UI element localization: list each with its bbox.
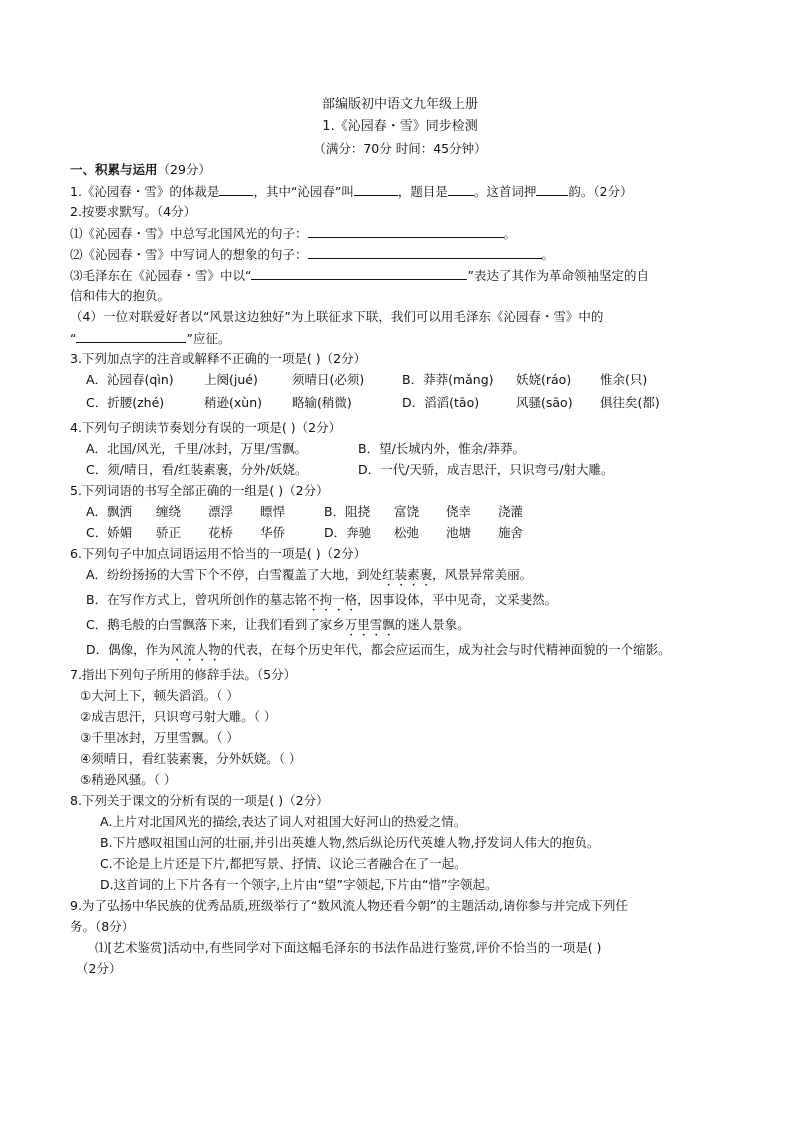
- doc-subtitle: 1.《沁园春・雪》同步检测: [322, 119, 478, 134]
- option-d-2: 风骚(sāo): [516, 395, 573, 410]
- question-7-item-1: ①大河上下，顿失滔滔。（ ）: [80, 688, 239, 703]
- option-a: A．北国/风光，千里/冰封，万里/雪飘。: [86, 441, 308, 456]
- question-3-stem: 3.下列加点字的注音或解释不正确的一项是( )（2分）: [70, 351, 367, 366]
- question-8-option-a: A.上片对北国风光的描绘,表达了词人对祖国大好河山的热爱之情。: [100, 814, 467, 829]
- option-a-1: A．飘洒: [86, 504, 133, 519]
- question-2-item-4: （4）一位对联爱好者以“风景这边独好”为上联征求下联，我们可以用毛泽东《沁园春・雪》中的: [70, 309, 604, 324]
- q2-item2-end: 。: [541, 247, 555, 262]
- option-b: B．望/长城内外，惟余/莽莽。: [358, 441, 525, 456]
- option-c-1: C．娇媚: [86, 525, 133, 540]
- q6-c-text-end: 的迷人景象。: [394, 617, 470, 632]
- question-2-item-4-cont: [70, 330, 730, 347]
- doc-title: 部编版初中语文九年级上册: [321, 97, 478, 112]
- question-4-options-ab: [86, 441, 746, 457]
- option-b-2: 妖娆(ráo): [516, 372, 572, 387]
- question-7-stem: 7.指出下列句子所用的修辞手法。（5分）: [70, 667, 297, 682]
- question-3-options-ab: [86, 372, 746, 388]
- section-heading: [70, 162, 730, 178]
- q6-d-dotted: 风流人物: [170, 642, 221, 657]
- q2-item4-quote-open: “: [70, 331, 77, 346]
- q6-c-dotted: 万里雪飘: [344, 617, 395, 632]
- q1-text-c: ，题目是: [397, 184, 448, 199]
- question-4-options-cd: [86, 462, 746, 478]
- option-b-2: 富饶: [394, 504, 420, 519]
- question-9-stem: 9.为了弘扬中华民族的优秀品质,班级举行了“数风流人物还看今朝”的主题活动,请你参与并完成下列任: [70, 898, 628, 913]
- answer-blank[interactable]: [308, 246, 542, 259]
- question-6-option-c: [86, 617, 746, 639]
- question-4-stem: 4.下列句子朗读节奏划分有误的一项是( )（2分）: [70, 420, 342, 435]
- question-2-item-3-cont: 信和伟大的抱负。: [70, 288, 171, 303]
- question-2-item-2: [70, 246, 730, 263]
- answer-blank[interactable]: [76, 330, 186, 343]
- option-c-3: 略输(稍微): [292, 395, 352, 410]
- option-c-1: C．折腰(zhé): [86, 395, 165, 410]
- option-d-4: 施舍: [498, 525, 524, 540]
- q6-d-text-end: 的代表，在每个历史年代，都会应运而生，成为社会与时代精神面貌的一个缩影。: [220, 642, 671, 657]
- q6-a-text-end: ，风景异常美丽。: [432, 567, 533, 582]
- question-8-option-b: B.下片感叹祖国山河的壮丽,并引出英雄人物,然后纵论历代英雄人物,抒发词人伟大的抱负。: [100, 835, 600, 850]
- option-c-2: 骄正: [156, 525, 182, 540]
- option-c-4: 华侨: [260, 525, 286, 540]
- q1-text-e: 韵。（2分）: [568, 184, 633, 199]
- option-a-1: A．沁园春(qìn): [86, 372, 174, 387]
- q1-text-b: ，其中“沁园春”叫: [253, 184, 354, 199]
- option-d-2: 松弛: [394, 525, 420, 540]
- q6-a-dotted: 红装素裹: [382, 567, 433, 582]
- question-7-item-5: ⑤稍逊风骚。（ ）: [80, 772, 177, 787]
- option-a-2: 缠绕: [156, 504, 182, 519]
- option-c: C．须/晴日，看/红装素裹，分外/妖娆。: [86, 462, 308, 477]
- section-title: 一、积累与运用: [70, 162, 158, 177]
- q1-text-a: 1.《沁园春・雪》的体裁是: [70, 184, 220, 199]
- option-a-3: 须晴日(必须): [292, 372, 365, 387]
- section-points: （29分）: [157, 162, 211, 177]
- question-9-sub-1: ⑴[艺术鉴赏]活动中,有些同学对下面这幅毛泽东的书法作品进行鉴赏,评价不恰当的一项是( ): [95, 940, 602, 955]
- question-8-stem: 8.下列关于课文的分析有误的一项是( )（2分）: [70, 793, 329, 808]
- option-a-3: 漂浮: [208, 504, 234, 519]
- question-8-option-c: C.不论是上片还是下片,都把写景、抒情、议论三者融合在了一起。: [100, 856, 467, 871]
- question-6-option-d: [86, 642, 746, 664]
- q2-item1-text: ⑴《沁园春・雪》中总写北国风光的句子：: [70, 226, 308, 241]
- option-c-2: 稍逊(xùn): [204, 395, 262, 410]
- option-a-4: 瞟悍: [260, 504, 286, 519]
- answer-blank[interactable]: [354, 183, 398, 196]
- q6-b-text: B．在写作方式上，曾巩所创作的墓志铭: [86, 592, 308, 607]
- option-d-3: 池塘: [446, 525, 472, 540]
- q2-item3-text-a: ⑶毛泽东在《沁园春・雪》中以“: [70, 268, 252, 283]
- question-6-option-a: [86, 567, 746, 589]
- q2-item4-quote-close: ”应征。: [186, 331, 231, 346]
- q6-b-dotted: 不拘一格: [307, 592, 358, 607]
- q6-a-text: A．纷纷扬扬的大雪下个不停，白雪覆盖了大地，到处: [86, 567, 383, 582]
- option-c-3: 花桥: [208, 525, 234, 540]
- q2-item3-text-b: ”表达了其作为革命领袖坚定的自: [467, 268, 649, 283]
- option-b-4: 浇灌: [498, 504, 524, 519]
- question-7-item-4: ④须晴日，看红装素裹，分外妖娆。（ ）: [80, 751, 302, 766]
- answer-blank[interactable]: [448, 183, 474, 196]
- option-b-3: 侥幸: [446, 504, 472, 519]
- option-b-1: B．莽莽(mǎng): [402, 372, 494, 387]
- question-2-item-3: [70, 267, 730, 284]
- q6-c-text: C．鹅毛般的白雪飘落下来，让我们看到了家乡: [86, 617, 345, 632]
- question-8-option-d: D.这首词的上下片各有一个领字,上片由“望”字领起,下片由“惜”字领起。: [100, 877, 498, 892]
- question-1: [70, 183, 730, 200]
- question-5-options-cd: [86, 525, 746, 541]
- question-7-item-2: ②成吉思汗，只识弯弓射大雕。（ ）: [80, 709, 277, 724]
- answer-blank[interactable]: [536, 183, 568, 196]
- question-2-item-1: [70, 225, 730, 242]
- option-d-1: D．滔滔(tāo): [402, 395, 480, 410]
- option-b-3: 惟余(只): [600, 372, 648, 387]
- question-5-options-ab: [86, 504, 746, 520]
- question-6-option-b: [86, 592, 746, 614]
- option-b-1: B．阻挠: [324, 504, 371, 519]
- option-d-1: D．奔驰: [324, 525, 372, 540]
- q2-item1-end: 。: [503, 226, 517, 241]
- question-7-item-3: ③千里冰封，万里雪飘。（ ）: [80, 730, 239, 745]
- option-d: D．一代/天骄，成吉思汗，只识弯弓/射大雕。: [358, 462, 614, 477]
- answer-blank[interactable]: [251, 267, 467, 280]
- question-9-stem-cont: 务。（8分）: [70, 919, 135, 934]
- question-6-stem: 6.下列句子中加点词语运用不恰当的一项是( )（2分）: [70, 546, 367, 561]
- question-2-stem: 2.按要求默写。（4分）: [70, 204, 197, 219]
- q6-b-text-end: ，因事设体，平中见奇，文采斐然。: [357, 592, 558, 607]
- question-3-options-cd: [86, 395, 746, 411]
- q6-d-text: D．偶像，作为: [86, 642, 171, 657]
- option-d-3: 俱往矣(都): [600, 395, 660, 410]
- question-5-stem: 5.下列词语的书写全部正确的一组是( )（2分）: [70, 483, 329, 498]
- doc-meta: （满分：70分 时间：45分钟）: [313, 141, 487, 156]
- answer-blank[interactable]: [308, 225, 504, 238]
- question-9-sub-1-cont: （2分）: [76, 961, 122, 976]
- q1-text-d: 。这首词押: [473, 184, 537, 199]
- q2-item2-text: ⑵《沁园春・雪》中写词人的想象的句子：: [70, 247, 308, 262]
- answer-blank[interactable]: [219, 183, 253, 196]
- option-a-2: 上阕(jué): [204, 372, 258, 387]
